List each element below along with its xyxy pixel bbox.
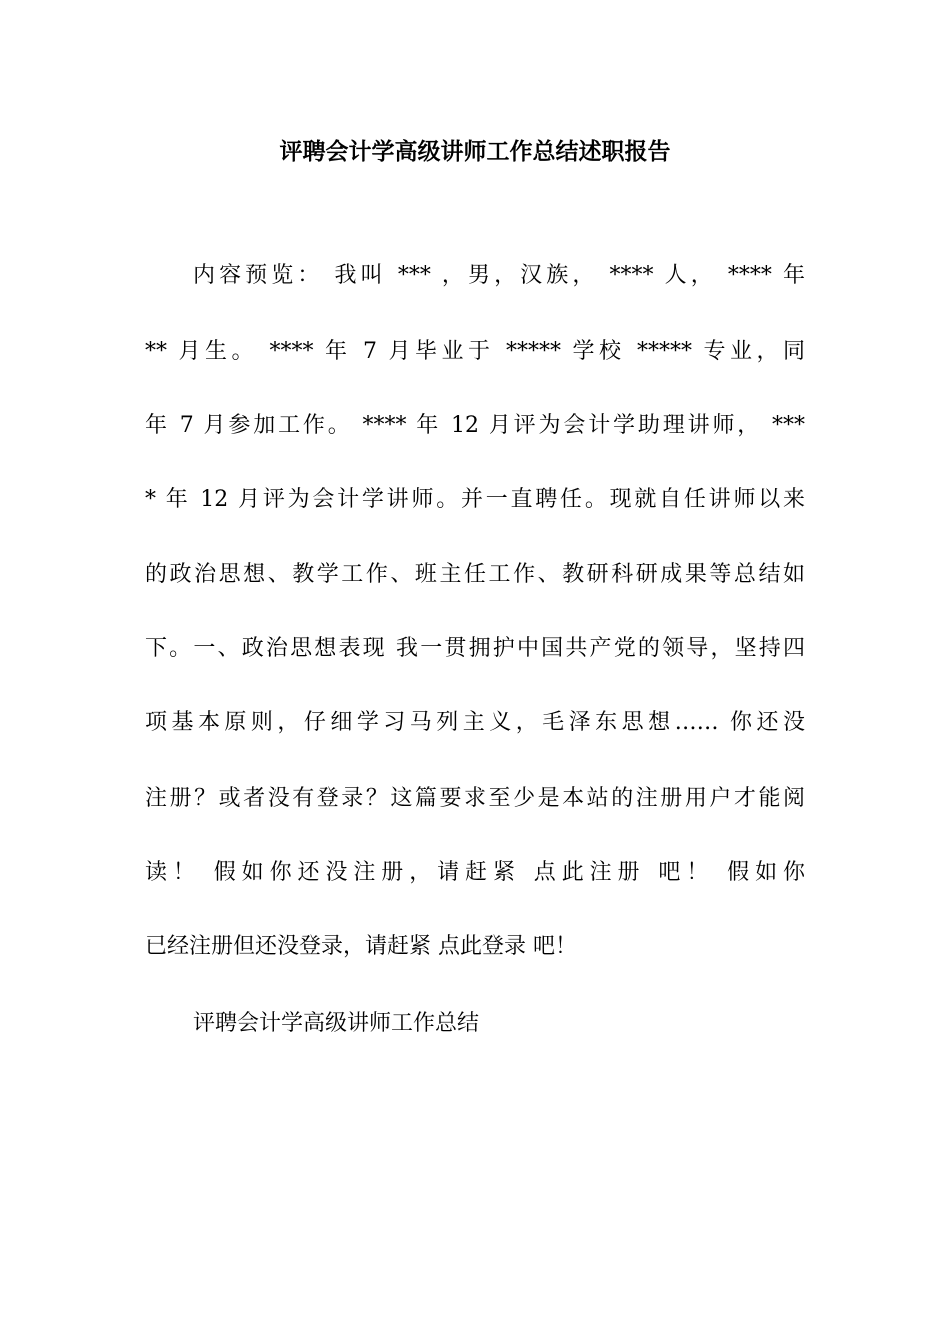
body-line-2: ** 月生。 **** 年 7 月毕业于 ***** 学校 ***** 专业，同 [145, 339, 805, 364]
body-line-5: 的政治思想、教学工作、班主任工作、教研科研成果等总结如 [145, 562, 805, 587]
body-line-6: 下。一、政治思想表现 我一贯拥护中国共产党的领导，坚持四 [145, 636, 805, 661]
body-line-4: * 年 12 月评为会计学讲师。并一直聘任。现就自任讲师以来 [145, 487, 805, 512]
body-line-1: 内容预览： 我叫 *** ，男，汉族， **** 人， **** 年 [193, 263, 805, 288]
body-line-8: 注册？或者没有登录？这篇要求至少是本站的注册用户才能阅 [145, 786, 805, 811]
body-line-3: 年 7 月参加工作。 **** 年 12 月评为会计学助理讲师， *** [145, 413, 805, 438]
document-title: 评聘会计学高级讲师工作总结述职报告 [279, 138, 671, 165]
body-line-7: 项基本原则，仔细学习马列主义，毛泽东思想…… 你还没 [145, 710, 805, 735]
footer-heading: 评聘会计学高级讲师工作总结 [193, 1011, 480, 1036]
body-line-10: 已经注册但还没登录，请赶紧 点此登录 吧！ [145, 934, 577, 959]
body-line-9: 读！ 假如你还没注册，请赶紧 点此注册 吧！ 假如你 [145, 860, 805, 885]
